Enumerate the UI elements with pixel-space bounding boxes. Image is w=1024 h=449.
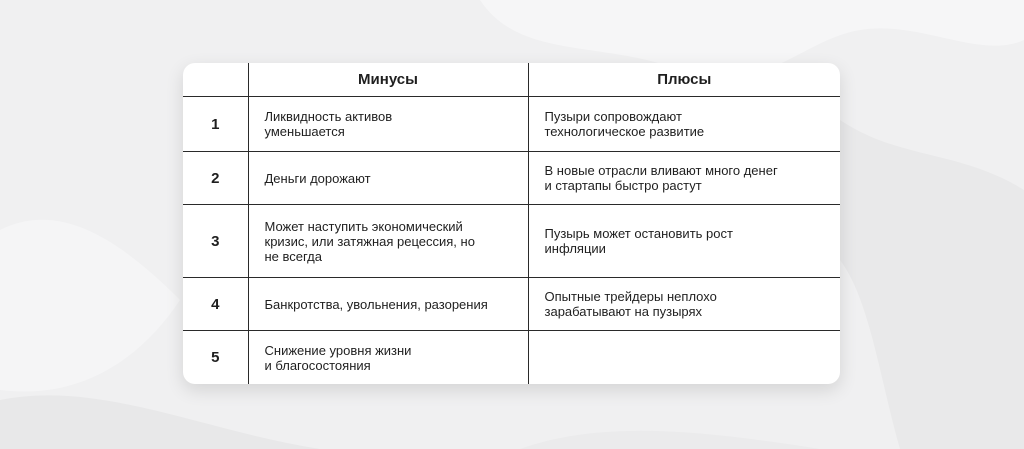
- minus-cell: [248, 97, 528, 152]
- plus-cell: [528, 278, 840, 331]
- plus-cell-empty: [528, 331, 840, 385]
- minus-cell: [248, 205, 528, 278]
- cell-line: Может наступить экономический: [264, 218, 463, 234]
- header-minuses: Минусы: [248, 63, 528, 97]
- cell-line: не всегда: [264, 248, 322, 264]
- minus-cell: [248, 278, 528, 331]
- cell-line: зарабатывают на пузырях: [544, 304, 703, 319]
- table-row: [183, 97, 840, 152]
- row-number: 2: [183, 152, 248, 205]
- row-number: 4: [183, 278, 248, 331]
- cell-line: инфляции: [544, 241, 606, 256]
- row-number: 5: [183, 331, 248, 385]
- cell-line: В новые отрасли вливают много денег: [544, 163, 778, 178]
- plus-cell: [528, 97, 840, 152]
- header-pluses: Плюсы: [528, 63, 840, 97]
- cell-line: кризис, или затяжная рецессия, но: [264, 233, 475, 249]
- header-number: [183, 63, 248, 97]
- cell-line: Ликвидность активов: [264, 109, 393, 124]
- table-row: [183, 278, 840, 331]
- cell-line: и стартапы быстро растут: [544, 178, 702, 193]
- row-number: 3: [183, 205, 248, 278]
- comparison-table-card: [183, 63, 840, 384]
- cell-line: уменьшается: [264, 124, 345, 139]
- table-row: [183, 331, 840, 385]
- row-number: 1: [183, 97, 248, 152]
- cell-line: Деньги дорожают: [264, 170, 371, 186]
- cell-line: Банкротства, увольнения, разорения: [264, 296, 488, 312]
- cell-line: и благосостояния: [264, 357, 371, 373]
- cell-line: Пузыри сопровождают: [544, 109, 682, 124]
- cell-line: Снижение уровня жизни: [264, 342, 412, 358]
- cell-line: Опытные трейдеры неплохо: [544, 289, 717, 304]
- cell-line: Пузырь может остановить рост: [544, 226, 733, 241]
- plus-cell: [528, 205, 840, 278]
- cell-line: технологическое развитие: [544, 124, 705, 139]
- table-row: [183, 205, 840, 278]
- minus-cell: [248, 331, 528, 385]
- pros-cons-table: [183, 63, 840, 384]
- plus-cell: [528, 152, 840, 205]
- table-row: [183, 152, 840, 205]
- minus-cell: [248, 152, 528, 205]
- table-header-row: [183, 63, 840, 97]
